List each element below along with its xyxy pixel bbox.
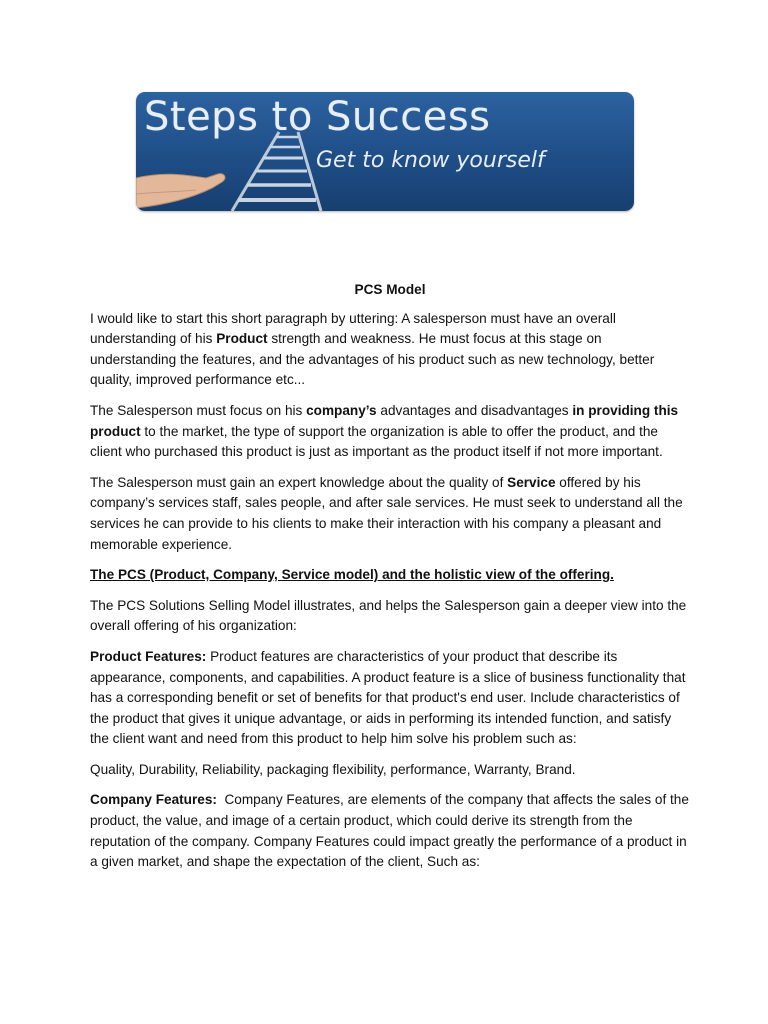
paragraph-feature-list: Quality, Durability, Reliability, packaging flexibility, performance, Warranty, Brand. (90, 761, 576, 777)
bold-term-providing: in providing this product (90, 402, 679, 439)
text-span: The Salesperson must focus on his (90, 402, 307, 418)
bold-term-service: Service (507, 474, 556, 490)
text-span: strength and weakness. He must focus at this stage on understanding the features, and the advantages of his product such as new technology, better quality, improved performance etc... (90, 331, 655, 388)
text-span: advantages and disadvantages (376, 402, 573, 418)
steps-to-success-banner (136, 92, 634, 211)
document-heading: PCS Model (354, 282, 426, 297)
paragraph-company-features (90, 790, 693, 872)
banner-subtitle: Get to know yourself (316, 148, 545, 173)
paragraph-product (90, 309, 690, 391)
text-span: offered by his company’s services staff, sales people, and after sale services. He must seek to understand all the services he can provide to his clients to make their interaction with his company a pleasant and memorable experience. (90, 474, 683, 552)
text-span: to the market, the type of support the organization is able to offer the product, and the client who purchased this product is just as important as the product itself if not more important. (90, 423, 663, 460)
subheading-text: The PCS (Product, Company, Service model) and the holistic view of the offering. (90, 567, 614, 583)
paragraph-product-features (90, 647, 690, 750)
text-span: Company Features, are elements of the company that affects the sales of the product, the value, and image of a certain product, which could derive its strength from the reputation of the company. Company Features could impact greatly the performance of a product in a given market, and shape the expectation of the client, Such as: (90, 792, 693, 870)
document-body (90, 280, 693, 883)
paragraph-company (90, 401, 690, 463)
bold-term-company: company’s (306, 402, 377, 418)
label-company-features: Company Features: (90, 792, 217, 808)
bold-term-product: Product (216, 331, 268, 347)
subheading-pcs (90, 565, 690, 586)
paragraph-service (90, 473, 690, 555)
banner-title: Steps to Success (144, 94, 491, 140)
label-product-features: Product Features: (90, 648, 207, 664)
text-span: The Salesperson must gain an expert knowledge about the quality of (90, 474, 508, 490)
paragraph-pcs-model: The PCS Solutions Selling Model illustrates, and helps the Salesperson gain a deeper view into the overall offering of his organization: (90, 597, 687, 634)
text-span: Product features are characteristics of your product that describe its appearance, components, and capabilities. A product feature is a slice of business functionality that has a corresponding benefit or set of benefits for that product's end user. Include characteristics of the product that gives it unique advantage, or aids in performing its intended function, and satisfy the client want and need from this product to help him solve his problem such as: (90, 648, 686, 747)
text-span: I would like to start this short paragraph by uttering: A salesperson must have an overall understanding of his (90, 310, 616, 347)
